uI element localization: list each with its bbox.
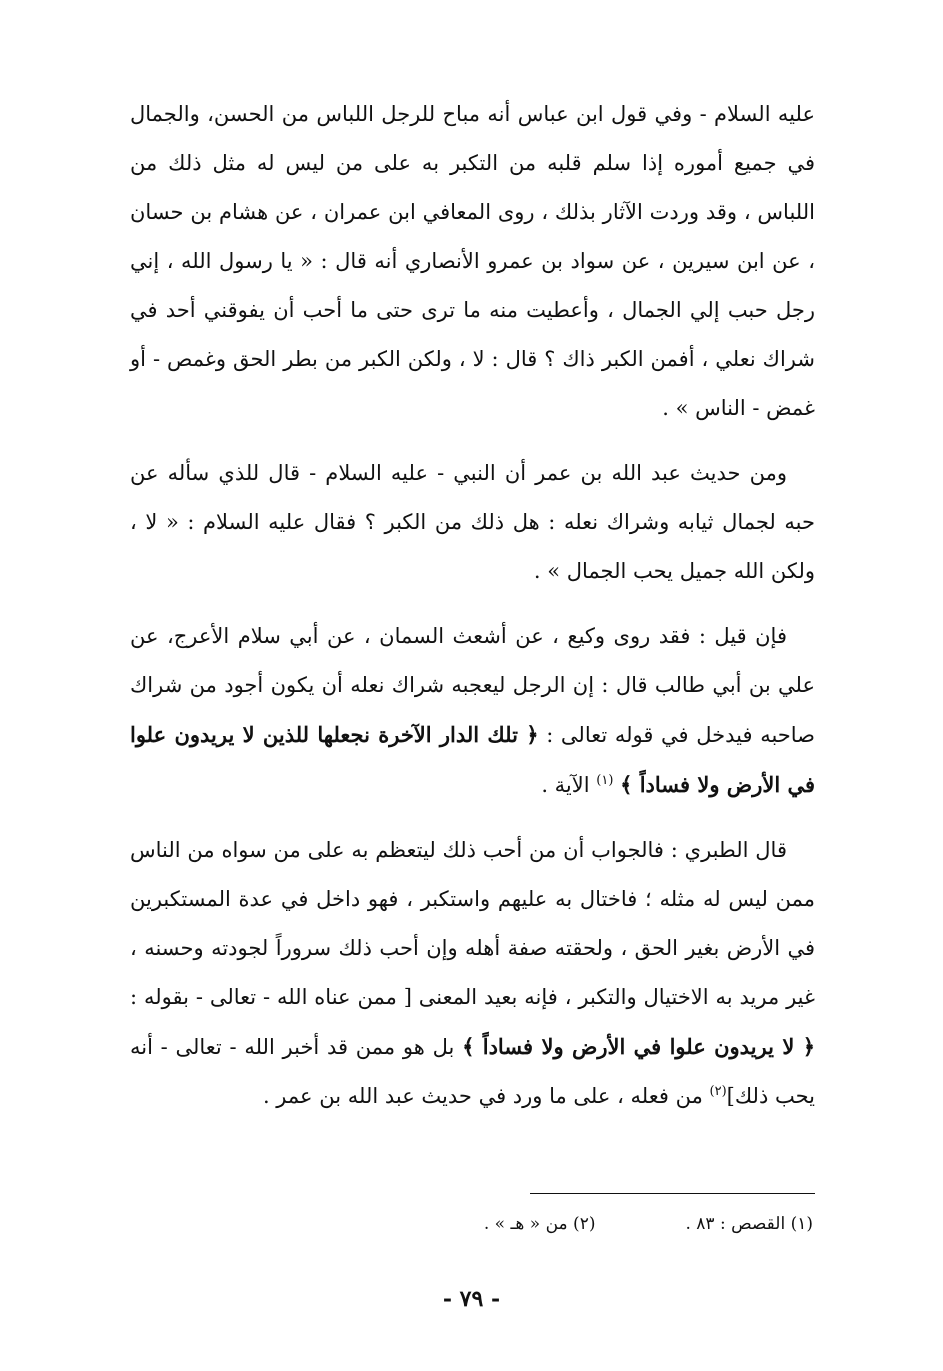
quran-verse: ﴿ تلك الدار الآخرة نجعلها للذين لا يريدون علوا في الأرض ولا فساداً ﴾	[130, 722, 815, 797]
line: الأنصاري أنه قال : « يا رسول الله ، إني رجل حبب إلي الجمال ،	[130, 249, 815, 322]
line-end: من فعله ، على ما ورد في حديث عبد الله بن عمر .	[262, 1084, 710, 1108]
line: أفمن الكبر ذاك ؟ قال : لا ، ولكن الكبر من بطر الحق وغمص - أو	[130, 347, 695, 371]
line: ومن حديث عبد الله بن عمر أن النبي - عليه السلام - قال للذي	[218, 461, 787, 485]
page-number: - ٧٩ -	[442, 1286, 501, 1312]
quran-verse: ﴿ لا يريدون علوا في الأرض ولا فساداً ﴾	[462, 1034, 816, 1059]
line-end: الآية .	[541, 773, 597, 797]
line: الأعرج، عن علي بن أبي طالب قال : إن الرجل ليعجبه شراك نعله	[130, 624, 815, 697]
line: وأعطيت منه ما ترى حتى ما أحب أن يفوقني أحد في شراك نعلي ،	[130, 298, 815, 371]
paragraph-1	[130, 90, 815, 433]
paragraph-4	[130, 826, 815, 1121]
footnote-ref: (٢)	[709, 1084, 727, 1099]
footnote-ref: (١)	[596, 773, 614, 788]
line: عليه السلام - وفي قول ابن عباس أنه مباح للرجل اللباس من الحسن،	[207, 102, 815, 126]
paragraph-3	[130, 612, 815, 810]
footnote-2: (٢) من « هـ » .	[483, 1214, 596, 1234]
body-text	[130, 90, 815, 1121]
line: قال الطبري : فالجواب أن من أحب ذلك ليتعظم به على من سواه	[221, 838, 787, 862]
line: أن يكون أجود من شراك صاحبه فيدخل في قوله تعالى :	[130, 673, 815, 747]
line: من الناس ممن ليس له مثله ؛ فاختال به عليهم واستكبر ، فهو داخل	[130, 838, 815, 911]
line: المعنى [ ممن عناه الله - تعالى - بقوله :	[130, 985, 478, 1009]
line: سأله عن حبه لجمال ثيابه وشراك نعله : هل ذلك من الكبر ؟ فقال	[130, 461, 816, 534]
footnote-divider	[530, 1193, 815, 1194]
paragraph-2	[130, 449, 815, 596]
line: في عدة المستكبرين في الأرض بغير الحق ، ولحقته صفة أهله وإن أحب	[130, 887, 816, 960]
footnote-1: (١) القصص : ٨٣ .	[685, 1214, 813, 1234]
line: عليه السلام : « لا ، ولكن الله جميل يحب الجمال » .	[130, 510, 815, 583]
line: ذلك سروراً لجودته وحسنه ، غير مريد به الاختيال والتكبر ، فإنه بعيد	[130, 936, 815, 1009]
line: غمض - الناس » .	[662, 396, 815, 420]
line: والجمال في جميع أموره إذا سلم قلبه من التكبر به على من ليس له	[130, 102, 815, 175]
footnotes	[128, 1214, 813, 1234]
line: بل هو ممن قد أخبر الله - تعالى - أنه يحب ذلك]	[130, 1035, 815, 1108]
line: مثل ذلك من اللباس ، وقد وردت الآثار بذلك ، روى المعافي ابن	[130, 151, 815, 224]
line: فإن قيل : فقد روى وكيع ، عن أشعث السمان ، عن أبي سلام	[237, 624, 787, 648]
line: عمران ، عن هشام بن حسان ، عن ابن سيرين ، عن سواد بن عمرو	[130, 200, 815, 273]
